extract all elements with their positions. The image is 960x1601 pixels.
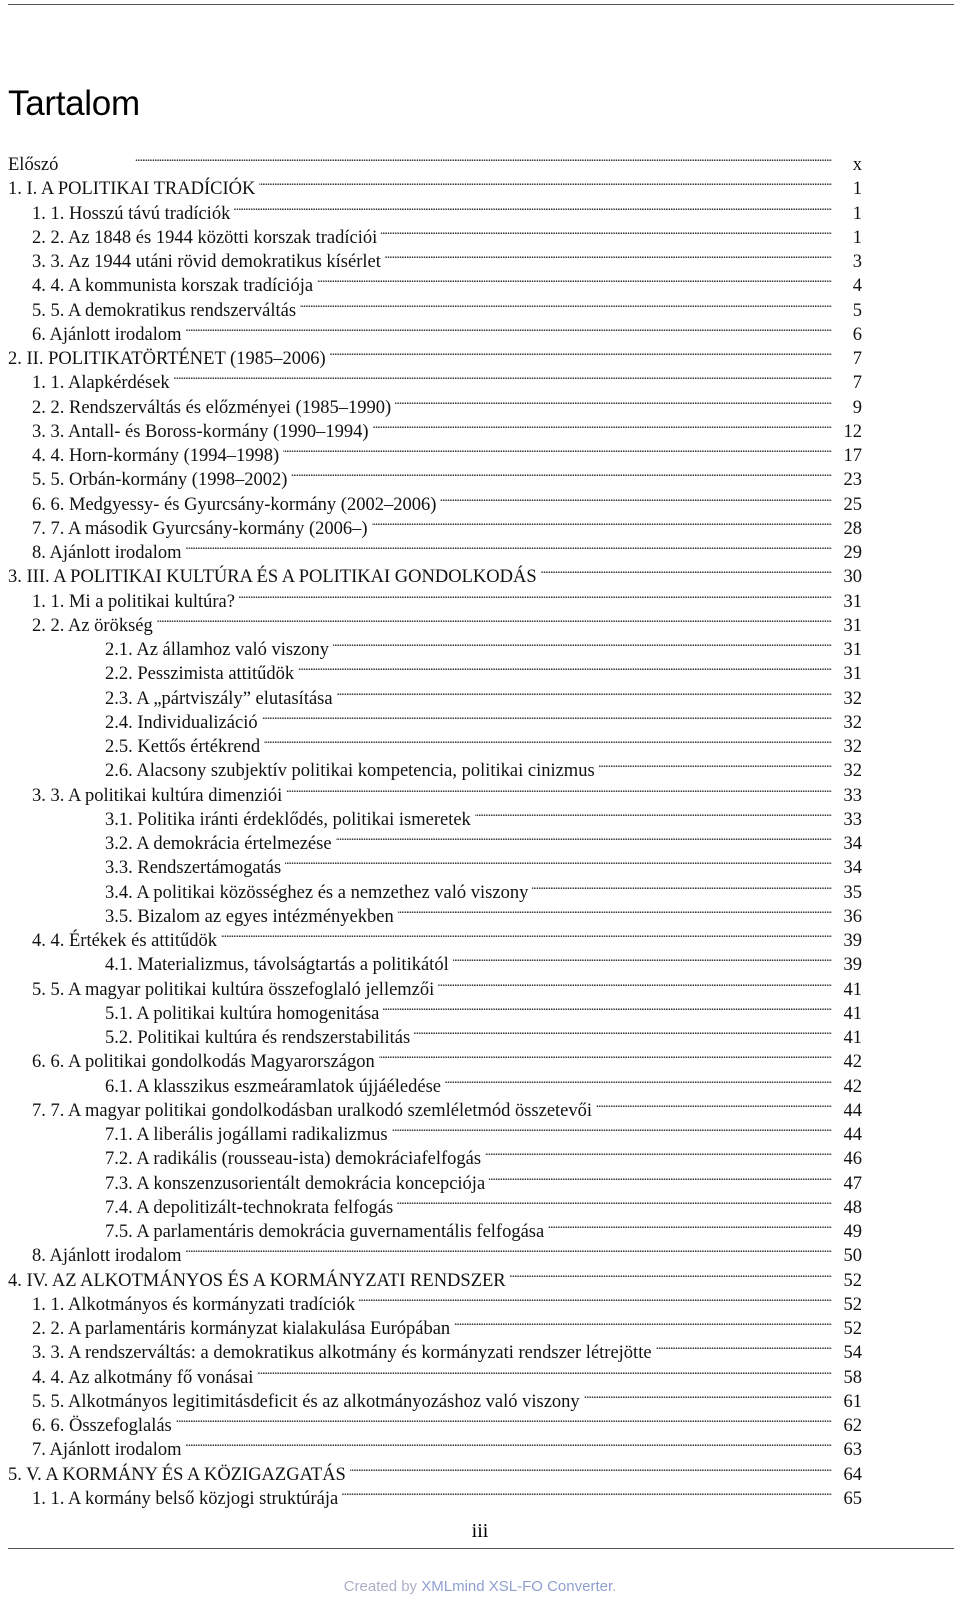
toc-entry-page: x: [852, 155, 862, 175]
toc-entry[interactable]: [8, 170, 862, 200]
toc-entry-label: 7.4. A depolitizált-technokrata felfogás: [105, 1197, 394, 1218]
toc-entry-label: 4. 4. Az alkotmány fő vonásai: [32, 1367, 254, 1388]
toc-entry-page: 23: [843, 470, 862, 491]
toc-dot-leader: [485, 1140, 832, 1164]
toc-entry-label: 5. 5. A magyar politikai kultúra összefoglaló jellemzői: [32, 979, 435, 1000]
toc-entry-label: 8. Ajánlott irodalom: [32, 543, 182, 563]
toc-entry-label: 1. 1. Alkotmányos és kormányzati tradíciók: [32, 1294, 356, 1315]
table-of-contents: [8, 146, 862, 1509]
toc-entry-label: 3.4. A politikai közösséghez és a nemzethez való viszony: [105, 882, 529, 903]
toc-entry-label: 1. 1. Mi a politikai kultúra?: [32, 591, 235, 612]
toc-entry-page: 35: [843, 882, 862, 903]
toc-dot-leader: [381, 219, 832, 243]
toc-entry-label: 5.1. A politikai kultúra homogenitása: [105, 1003, 380, 1024]
toc-dot-leader: [257, 1359, 832, 1383]
toc-entry-page: 29: [843, 543, 862, 563]
toc-entry-page: 31: [843, 615, 862, 636]
toc-entry-label: 1. 1. Hosszú távú tradíciók: [32, 203, 231, 224]
toc-entry-page: 47: [843, 1173, 862, 1194]
toc-entry-page: 6: [852, 324, 862, 345]
page-number: iii: [471, 1520, 489, 1542]
toc-entry-page: 39: [843, 931, 862, 951]
credit-prefix: Created by: [343, 1578, 422, 1595]
toc-dot-leader: [398, 898, 832, 922]
toc-entry-page: 58: [843, 1367, 862, 1388]
toc-entry-page: 48: [843, 1197, 862, 1218]
toc-entry-page: 39: [843, 955, 862, 976]
toc-dot-leader: [596, 1092, 832, 1116]
credit-line: [0, 1578, 960, 1595]
toc-dot-leader: [291, 461, 832, 485]
toc-entry-label: 4. 4. Értékek és attitűdök: [32, 931, 217, 951]
toc-dot-leader: [298, 655, 832, 679]
toc-entry-label: 2.4. Individualizáció: [105, 712, 258, 733]
toc-dot-leader: [373, 413, 832, 437]
toc-entry-page: 52: [843, 1270, 862, 1291]
toc-dot-leader: [438, 971, 832, 995]
toc-entry-page: 36: [843, 906, 862, 927]
toc-dot-leader: [440, 486, 832, 510]
toc-entry-page: 52: [843, 1319, 862, 1339]
toc-entry-label: 4. IV. AZ ALKOTMÁNYOS ÉS A KORMÁNYZATI RENDSZER: [8, 1270, 506, 1291]
toc-entry-label: 3. 3. Antall- és Boross-kormány (1990–1994): [32, 421, 369, 442]
toc-entry-page: 62: [843, 1416, 862, 1436]
toc-dot-leader: [176, 1407, 832, 1431]
toc-entry-label: 3. 3. Az 1944 utáni rövid demokratikus kísérlet: [32, 252, 381, 272]
toc-entry-page: 7: [852, 349, 862, 369]
toc-entry-label: 5. 5. Orbán-kormány (1998–2002): [32, 470, 288, 491]
toc-dot-leader: [475, 801, 832, 825]
toc-dot-leader: [395, 389, 832, 413]
toc-entry-label: 2. 2. Az 1848 és 1944 közötti korszak tradíciói: [32, 227, 378, 248]
toc-entry-page: 33: [843, 785, 862, 806]
toc-entry-page: 52: [843, 1294, 862, 1315]
toc-dot-leader: [186, 316, 832, 340]
toc-entry-label: 7.3. A konszenzusorientált demokrácia koncepciója: [105, 1173, 486, 1194]
toc-dot-leader: [174, 364, 832, 388]
toc-dot-leader: [548, 1213, 832, 1237]
toc-dot-leader: [599, 752, 832, 776]
toc-dot-leader: [392, 1116, 832, 1140]
toc-entry-page: 33: [843, 809, 862, 830]
toc-entry-label: 6. 6. A politikai gondolkodás Magyarországon: [32, 1052, 375, 1073]
toc-dot-leader: [337, 680, 832, 704]
toc-dot-leader: [385, 243, 832, 267]
toc-entry-label: 2.3. A „pártviszály” elutasítása: [105, 688, 333, 709]
toc-entry-label: 1. 1. A kormány belső közjogi struktúrája: [32, 1488, 339, 1509]
toc-entry-label: Előszó: [8, 155, 59, 175]
toc-entry-page: 65: [843, 1488, 862, 1509]
toc-entry-label: 6. Ajánlott irodalom: [32, 324, 182, 345]
toc-entry-page: 9: [852, 397, 862, 418]
toc-dot-leader: [317, 267, 832, 291]
toc-entry-label: 4. 4. A kommunista korszak tradíciója: [32, 276, 314, 297]
toc-entry-page: 54: [843, 1343, 862, 1364]
toc-entry-page: 32: [843, 712, 862, 733]
toc-dot-leader: [239, 583, 832, 607]
toc-entry-page: 32: [843, 737, 862, 757]
toc-entry-label: 6. 6. Összefoglalás: [32, 1416, 172, 1436]
toc-dot-leader: [157, 607, 832, 631]
toc-entry-page: 31: [843, 664, 862, 685]
toc-entry-page: 64: [843, 1464, 862, 1485]
toc-entry-label: 1. 1. Alapkérdések: [32, 373, 170, 394]
toc-dot-leader: [221, 922, 832, 946]
toc-entry-label: 1. I. A POLITIKAI TRADÍCIÓK: [8, 179, 256, 200]
toc-dot-leader: [541, 558, 832, 582]
toc-entry-label: 3.1. Politika iránti érdeklődés, politikai ismeretek: [105, 809, 471, 830]
toc-entry-label: 2. 2. A parlamentáris kormányzat kialakulása Európában: [32, 1319, 451, 1339]
toc-entry-page: 32: [843, 761, 862, 782]
toc-dot-leader: [656, 1334, 832, 1358]
toc-entry-label: 4. 4. Horn-kormány (1994–1998): [32, 446, 280, 466]
toc-entry-page: 41: [843, 1028, 862, 1048]
toc-entry-label: 5. 5. A demokratikus rendszerváltás: [32, 300, 297, 321]
toc-entry-label: 2. 2. Az örökség: [32, 615, 153, 636]
toc-entry-page: 63: [843, 1440, 862, 1461]
toc-entry-label: 5. V. A KORMÁNY ÉS A KÖZIGAZGATÁS: [8, 1464, 346, 1485]
bottom-rule: [8, 1548, 954, 1549]
toc-entry-page: 41: [843, 979, 862, 1000]
toc-entry-page: 12: [843, 421, 862, 442]
toc-entry-page: 41: [843, 1003, 862, 1024]
toc-entry-label: 7. 7. A második Gyurcsány-kormány (2006–): [32, 518, 368, 539]
toc-entry-page: 1: [852, 179, 862, 200]
toc-dot-leader: [510, 1262, 832, 1286]
toc-entry-page: 44: [843, 1100, 862, 1121]
toc-entry-page: 4: [852, 276, 862, 297]
toc-dot-leader: [489, 1165, 832, 1189]
toc-entry-label: 7. Ajánlott irodalom: [32, 1440, 182, 1461]
toc-entry-page: 3: [852, 252, 862, 272]
toc-entry-label: 2.2. Pesszimista attitűdök: [105, 664, 295, 685]
toc-dot-leader: [397, 1189, 832, 1213]
toc-entry-page: 1: [852, 203, 862, 224]
toc-dot-leader: [453, 946, 832, 970]
toc-dot-leader: [333, 631, 832, 655]
toc-entry-label: 2.6. Alacsony szubjektív politikai kompetencia, politikai cinizmus: [105, 761, 595, 782]
toc-entry[interactable]: [8, 146, 862, 175]
toc-entry-page: 25: [843, 494, 862, 515]
toc-dot-leader: [445, 1068, 832, 1092]
toc-dot-leader: [286, 777, 832, 801]
toc-dot-leader: [379, 1043, 832, 1067]
toc-dot-leader: [359, 1286, 832, 1310]
toc-dot-leader: [414, 1019, 832, 1043]
toc-entry-label: 7.2. A radikális (rousseau-ista) demokráciafelfogás: [105, 1149, 482, 1170]
toc-entry-label: 3. III. A POLITIKAI KULTÚRA ÉS A POLITIKAI GONDOLKODÁS: [8, 567, 537, 588]
toc-entry-label: 3.5. Bizalom az egyes intézményekben: [105, 906, 394, 927]
toc-dot-leader: [336, 825, 832, 849]
toc-dot-leader: [186, 534, 832, 558]
toc-dot-leader: [584, 1383, 832, 1407]
toc-dot-leader: [234, 195, 832, 219]
toc-entry-page: 61: [843, 1391, 862, 1412]
toc-entry-label: 5.2. Politikai kultúra és rendszerstabilitás: [105, 1028, 411, 1048]
toc-entry-page: 50: [843, 1246, 862, 1267]
toc-entry-page: 31: [843, 591, 862, 612]
toc-entry-page: 34: [843, 834, 862, 854]
credit-link[interactable]: XMLmind XSL-FO Converter: [421, 1578, 613, 1595]
toc-entry-page: 5: [852, 300, 862, 321]
toc-entry-label: 2. II. POLITIKATÖRTÉNET (1985–2006): [8, 349, 326, 369]
toc-dot-leader: [350, 1456, 832, 1480]
toc-dot-leader: [62, 146, 832, 170]
toc-entry-label: 4.1. Materializmus, távolságtartás a politikától: [105, 955, 449, 976]
toc-entry-page: 44: [843, 1125, 862, 1145]
toc-entry-label: 3. 3. A politikai kultúra dimenziói: [32, 785, 283, 806]
toc-entry-page: 42: [843, 1052, 862, 1073]
toc-entry-page: 1: [852, 227, 862, 248]
credit-suffix: .: [612, 1578, 617, 1595]
toc-dot-leader: [264, 728, 832, 752]
toc-entry-page: 31: [843, 640, 862, 660]
toc-dot-leader: [300, 292, 832, 316]
toc-entry-label: 7. 7. A magyar politikai gondolkodásban uralkodó szemléletmód összetevői: [32, 1100, 593, 1121]
toc-dot-leader: [383, 995, 832, 1019]
toc-entry-page: 32: [843, 688, 862, 709]
toc-entry-page: 30: [843, 567, 862, 588]
toc-entry-label: 3. 3. A rendszerváltás: a demokratikus alkotmány és kormányzati rendszer létrejötte: [32, 1343, 652, 1364]
toc-entry-label: 5. 5. Alkotmányos legitimitásdeficit és az alkotmányozáshoz való viszony: [32, 1391, 580, 1412]
page-title: Tartalom: [8, 84, 140, 123]
toc-entry-page: 7: [852, 373, 862, 394]
toc-entry-page: 28: [843, 518, 862, 539]
toc-entry-label: 7.5. A parlamentáris demokrácia guvernamentális felfogása: [105, 1222, 545, 1242]
toc-entry-page: 34: [843, 858, 862, 879]
toc-entry-label: 3.3. Rendszertámogatás: [105, 858, 282, 879]
toc-dot-leader: [372, 510, 832, 534]
toc-entry-page: 42: [843, 1076, 862, 1097]
toc-dot-leader: [186, 1237, 832, 1261]
toc-dot-leader: [186, 1431, 832, 1455]
toc-entry-label: 2.5. Kettős értékrend: [105, 737, 261, 757]
toc-dot-leader: [330, 340, 832, 364]
toc-entry-label: 7.1. A liberális jogállami radikalizmus: [105, 1125, 388, 1145]
toc-dot-leader: [342, 1480, 832, 1504]
toc-entry-page: 49: [843, 1222, 862, 1242]
toc-entry-label: 2.1. Az államhoz való viszony: [105, 640, 330, 660]
toc-dot-leader: [283, 437, 832, 461]
toc-dot-leader: [454, 1310, 832, 1334]
toc-dot-leader: [262, 704, 832, 728]
toc-dot-leader: [532, 874, 832, 898]
toc-entry-label: 3.2. A demokrácia értelmezése: [105, 834, 332, 854]
toc-entry-label: 8. Ajánlott irodalom: [32, 1246, 182, 1267]
toc-dot-leader: [259, 170, 832, 194]
top-rule: [8, 4, 954, 5]
toc-entry-label: 6.1. A klasszikus eszmeáramlatok újjáéledése: [105, 1076, 441, 1097]
toc-entry-label: 2. 2. Rendszerváltás és előzményei (1985–1990): [32, 397, 392, 418]
toc-entry-page: 17: [843, 446, 862, 466]
toc-entry-page: 46: [843, 1149, 862, 1170]
toc-dot-leader: [285, 849, 832, 873]
toc-entry-label: 6. 6. Medgyessy- és Gyurcsány-kormány (2002–2006): [32, 494, 437, 515]
